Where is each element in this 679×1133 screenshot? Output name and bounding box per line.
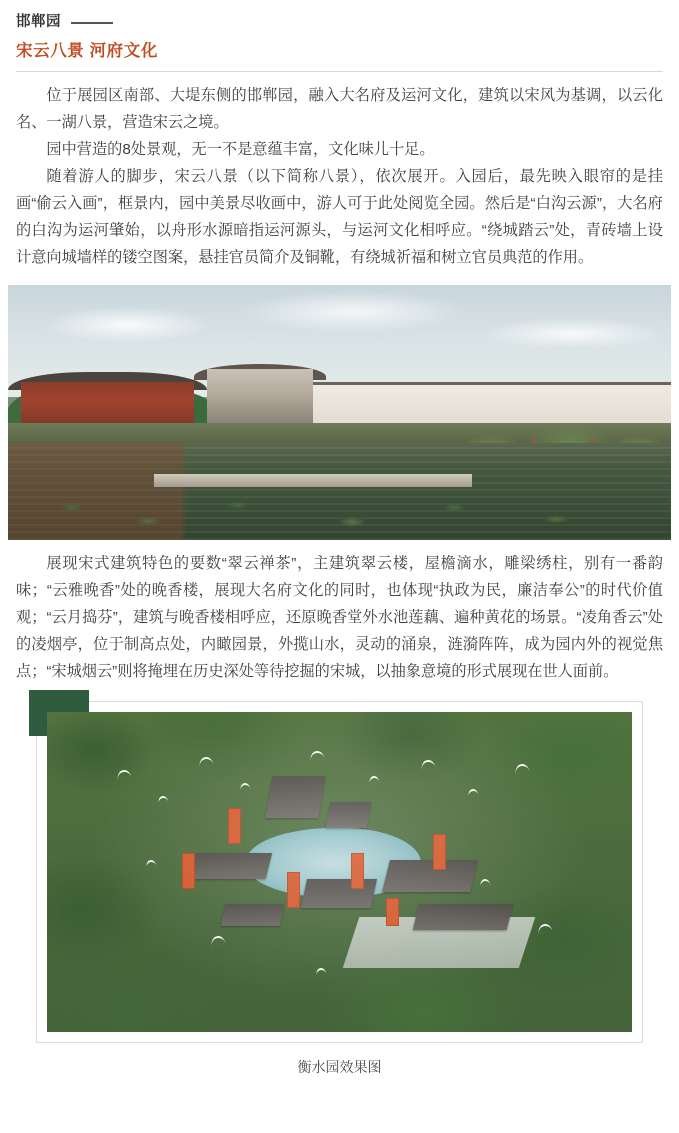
bird-icon — [158, 795, 169, 803]
bird-icon — [310, 750, 325, 761]
figure-garden-photo — [8, 285, 671, 540]
paragraph: 随着游人的脚步，宋云八景（以下简称八景），依次展开。入园后，最先映入眼帘的是挂画“偷云入画”，框景内，园中美景尽收画中，游人可于此处阅览全园。然后是“白沟云源”，大名府的白沟为运河肇始，以舟形水源暗指运河源头，与运河文化相呼应。“绕城踏云”处，青砖墙上设计意向城墙样的镂空图案，悬挂官员简介及铜靴，有绕城祈福和树立官员典范的作用。 — [16, 167, 663, 267]
bird-icon — [468, 789, 479, 797]
bird-icon — [240, 782, 251, 790]
garden-photo-image — [8, 285, 671, 540]
kicker-text: 邯郸园 — [16, 14, 61, 30]
bird-icon — [538, 923, 553, 934]
article-header — [0, 0, 679, 63]
bird-icon — [368, 776, 379, 784]
article-body-part1 — [16, 82, 663, 271]
paragraph: 园中营造的8处景观，无一不是意蕴丰富，文化味儿十足。 — [46, 140, 435, 158]
photo-pavilion — [207, 369, 313, 425]
bird-icon — [210, 935, 225, 946]
bird-icon — [199, 756, 214, 767]
paragraph: 位于展园区南部、大堤东侧的邯郸园，融入大名府及运河文化，建筑以宋风为基调，以云化名、一湖八景，营造宋云之境。 — [16, 86, 663, 131]
article-kicker — [16, 14, 663, 31]
bird-icon — [514, 763, 529, 774]
page-title: 宋云八景 河府文化 — [16, 42, 158, 61]
bird-icon — [479, 878, 490, 886]
figure-aerial-rendering — [0, 701, 679, 1078]
article-body-part2 — [16, 550, 663, 685]
bird-icon — [421, 759, 436, 770]
header-divider — [16, 71, 663, 72]
photo-bridge — [154, 474, 472, 487]
paragraph: 展现宋式建筑特色的要数“翠云禅茶”，主建筑翠云楼，屋檐滴水，雕梁绣柱，别有一番韵味；“云雅晚香”处的晚香楼，展现大名府文化的同时，也体现“执政为民，廉洁奉公”的时代价值观；“云月捣芬”，建筑与晚香楼相呼应，还原晚香堂外水池莲藕、遍种黄花的场景。“凌角香云”处的凌烟亭，位于制高点处，内瞰园景，外揽山水，灵动的涌泉，涟漪阵阵，成为园内外的视觉焦点；“宋城烟云”则将掩埋在历史深处等待挖掘的宋城，以抽象意境的形式展现在世人面前。 — [16, 555, 663, 681]
bird-icon — [117, 769, 132, 780]
aerial-rendering-image — [47, 712, 632, 1032]
rendering-frame — [36, 701, 643, 1043]
bird-icon — [146, 859, 157, 867]
figure-caption: 衡水园效果图 — [297, 1059, 382, 1076]
bird-icon — [316, 968, 327, 976]
kicker-rule-icon — [71, 22, 113, 24]
photo-lilypads — [21, 489, 657, 535]
rendering-birds — [47, 712, 632, 1032]
